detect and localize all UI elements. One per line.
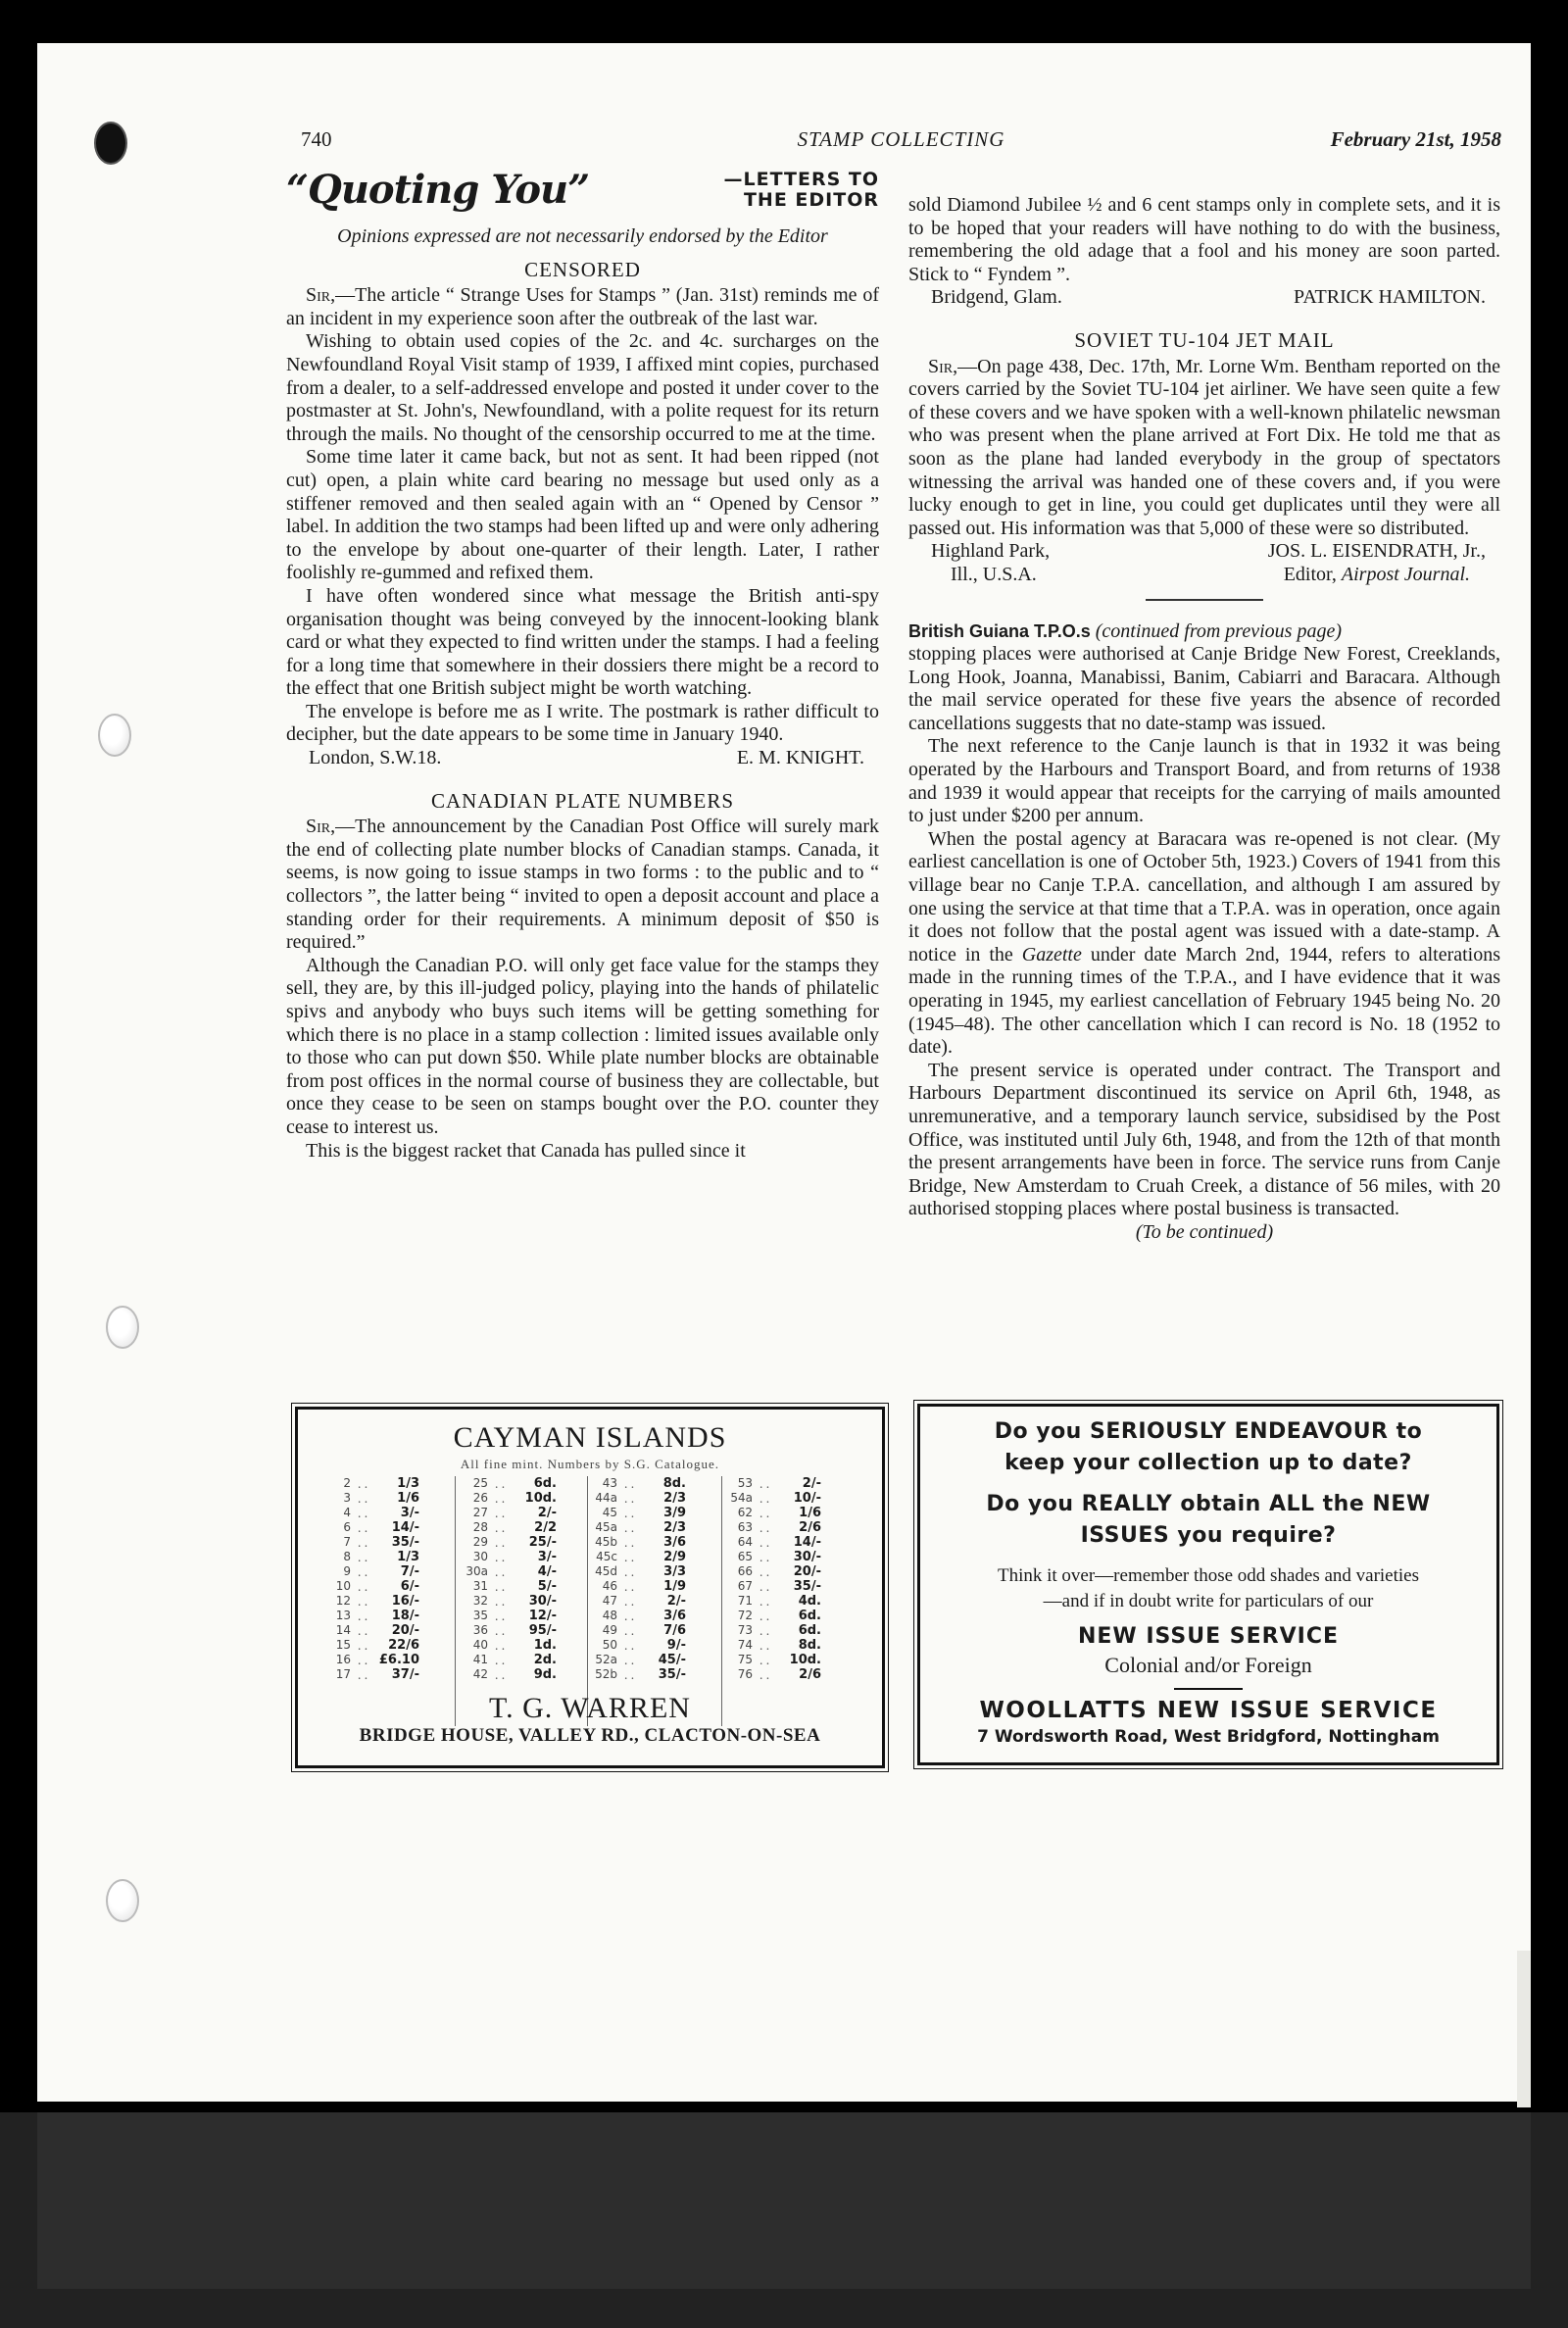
sg-number: 31	[472, 1579, 488, 1593]
price: 8d.	[798, 1638, 821, 1653]
leader-dots: . .	[357, 1535, 368, 1550]
leader-dots: . .	[759, 1667, 770, 1682]
price: 2/-	[537, 1506, 557, 1520]
sg-number: 4	[343, 1506, 351, 1519]
to-be-continued: (To be continued)	[1135, 1220, 1274, 1243]
leader-dots: . .	[357, 1609, 368, 1623]
sg-number: 50	[602, 1638, 617, 1652]
column-title	[286, 165, 879, 216]
price: 3/3	[663, 1564, 686, 1579]
price: 10/-	[793, 1491, 821, 1506]
price-row	[729, 1667, 857, 1682]
price-row	[327, 1667, 455, 1682]
leader-dots: . .	[623, 1506, 635, 1520]
price-row	[465, 1564, 587, 1579]
leader-dots: . .	[759, 1491, 770, 1506]
sg-number: 7	[343, 1535, 351, 1549]
leader-dots: . .	[494, 1550, 506, 1564]
leader-dots: . .	[357, 1653, 368, 1667]
leader-dots: . .	[357, 1520, 368, 1535]
right-column	[908, 194, 1500, 1245]
price: 4d.	[798, 1594, 821, 1609]
price: 3/-	[400, 1506, 419, 1520]
sg-number: 42	[472, 1667, 488, 1681]
price: 1/9	[663, 1579, 686, 1594]
sg-number: 47	[602, 1594, 617, 1608]
left-column	[286, 165, 879, 1163]
price-row	[729, 1653, 857, 1667]
sg-number: 45a	[595, 1520, 617, 1534]
price-row	[594, 1491, 721, 1506]
sg-number: 43	[602, 1476, 617, 1490]
price-row	[594, 1550, 721, 1564]
sg-number: 53	[737, 1476, 753, 1490]
leader-dots: . .	[623, 1594, 635, 1609]
leader-dots: . .	[623, 1564, 635, 1579]
price-row	[729, 1476, 857, 1491]
sg-number: 14	[335, 1623, 351, 1637]
letter-signature	[908, 540, 1500, 586]
price-row	[465, 1520, 587, 1535]
leader-dots: . .	[759, 1550, 770, 1564]
leader-dots: . .	[623, 1520, 635, 1535]
leader-dots: . .	[494, 1667, 506, 1682]
sg-number: 15	[335, 1638, 351, 1652]
article-paragraph: The present service is operated under contract. The Transport and Harbours Department discontinued its service on April 6th, 1948, as unremunerative, and a temporary launch service, subsidised by the Post Office, was instituted until July 6th, 1948, and from the 12th of that month the present arrangements have been in force. The service runs from Canje Bridge, New Amsterdam to Cruah Creek, a distance of 56 miles, with 20 authorised stopping places where postal business is transacted.	[908, 1059, 1500, 1220]
ad-title: CAYMAN ISLANDS	[453, 1421, 727, 1454]
price-row	[327, 1520, 455, 1535]
price: 1/3	[397, 1476, 419, 1491]
letter-paragraph: Sir,—On page 438, Dec. 17th, Mr. Lorne Wm. Bentham reported on the covers carried by the Soviet TU-104 jet airliner. We have seen quite a few of these covers and we have spoken with a well-known philatelic newsman who was present when the plane arrived at Fort Dix. He told me that as soon as the plane had landed everybody in the group of spectators witnessing the arrival was handed one of these covers and, if you were lucky enough to get in line, you could get duplicates until they were all passed out. His information was that 5,000 of these were so distributed.	[908, 355, 1500, 539]
price: 20/-	[391, 1623, 419, 1638]
leader-dots: . .	[623, 1609, 635, 1623]
ad-body-text: Think it over—remember those odd shades and varieties —and if in doubt write for particulars of our	[997, 1565, 1419, 1611]
signature-author: E. M. KNIGHT.	[736, 747, 864, 769]
letter-paragraph: Wishing to obtain used copies of the 2c. and 4c. surcharges on the Newfoundland Royal Visit stamp of 1939, I affixed mint copies, purchased from a dealer, to a self-addressed envelope and posted it under cover to the postmaster at St. John's, Newfoundland, with a polite request for its return through the mails. No thought of the censorship occurred to me at the time.	[286, 330, 879, 445]
leader-dots: . .	[357, 1667, 368, 1682]
price-row	[465, 1638, 587, 1653]
leader-dots: . .	[494, 1594, 506, 1609]
sg-number: 16	[335, 1653, 351, 1666]
sg-number: 45c	[596, 1550, 617, 1563]
leader-dots: . .	[623, 1550, 635, 1564]
sg-number: 48	[602, 1609, 617, 1622]
price-row	[327, 1535, 455, 1550]
leader-dots: . .	[623, 1638, 635, 1653]
section-divider	[1146, 599, 1263, 601]
letter-paragraph: I have often wondered since what message the British anti-spy organisation thought was being conveyed by the innocent-looking blank card or what they expected to find written under the stamps. I had a feeling for a long time that somewhere in their dossiers there might be a record to the effect that one British subject might be worth watching.	[286, 584, 879, 700]
letter-paragraph: The envelope is before me as I write. The postmark is rather difficult to decipher, but the date appears to be some time in January 1940.	[286, 700, 879, 746]
price: 1d.	[533, 1638, 557, 1653]
sg-number: 35	[472, 1609, 488, 1622]
leader-dots: . .	[494, 1609, 506, 1623]
letters-to-editor	[724, 170, 879, 211]
sg-number: 75	[737, 1653, 753, 1666]
sg-number: 29	[472, 1535, 488, 1549]
price-row	[594, 1506, 721, 1520]
price: 6d.	[798, 1623, 821, 1638]
leader-dots: . .	[357, 1476, 368, 1491]
price-row	[729, 1638, 857, 1653]
sg-number: 52b	[595, 1667, 617, 1681]
price-row	[465, 1491, 587, 1506]
price: 2/9	[663, 1550, 686, 1564]
price: 3/-	[537, 1550, 557, 1564]
sg-number: 46	[602, 1579, 617, 1593]
signature-author: JOS. L. EISENDRATH, Jr., Editor, Airpost Journal.	[1267, 540, 1486, 585]
leader-dots: . .	[759, 1623, 770, 1638]
price: 35/-	[793, 1579, 821, 1594]
leader-dots: . .	[357, 1491, 368, 1506]
price-row	[594, 1653, 721, 1667]
price-row	[594, 1667, 721, 1682]
article-paragraph: stopping places were authorised at Canje Bridge New Forest, Creeklands, Long Hook, Joanna, Manabissi, Banim, Cabiarri and Baracara. Although the mail service operated for these five years the absence of recorded cancellations suggests that no date-stamp was issued.	[908, 643, 1500, 734]
sg-number: 26	[472, 1491, 488, 1505]
price-row	[327, 1579, 455, 1594]
letter-paragraph: Some time later it came back, but not as sent. It had been ripped (not cut) open, a plain white card bearing no message but used only as a stiffener removed and then sealed again with an “ Opened by Censor ” label. In addition the two stamps had been lifted up and were only adhering to the envelope by about one-quarter of their length. Later, I rather foolishly re-gummed and refixed them.	[286, 446, 879, 584]
sg-number: 8	[343, 1550, 351, 1563]
article-paragraph: When the postal agency at Baracara was re-opened is not clear. (My earliest cancellation is one of October 5th, 1923.) Covers of 1941 from this village bear no Canje T.P.A. cancellation, and although I am assured by one using the service at that time that a T.P.A. was in operation, once again it does not follow that the postal agent was issued with a date-stamp. A notice in the Gazette under date March 2nd, 1944, refers to alterations made in the running times of the T.P.A., and I have evidence that it was operating in 1945, my earliest cancellation of February 1945 being No. 20 (1945–48). The other cancellation which I can record is No. 18 (1952 to date).	[908, 827, 1501, 1059]
sg-number: 40	[472, 1638, 488, 1652]
sg-number: 32	[472, 1594, 488, 1608]
letter-heading-censored: CENSORED	[524, 257, 641, 281]
price-row	[594, 1638, 721, 1653]
price-row	[327, 1491, 455, 1506]
leader-dots: . .	[759, 1506, 770, 1520]
price: 2/-	[802, 1476, 821, 1491]
leader-dots: . .	[494, 1579, 506, 1594]
leader-dots: . .	[494, 1491, 506, 1506]
price-row	[465, 1550, 587, 1564]
leader-dots: . .	[623, 1491, 635, 1506]
leader-dots: . .	[357, 1638, 368, 1653]
leader-dots: . .	[623, 1623, 635, 1638]
leader-dots: . .	[357, 1623, 368, 1638]
price: 7/-	[400, 1564, 419, 1579]
leader-dots: . .	[494, 1535, 506, 1550]
price-row	[327, 1564, 455, 1579]
dealer-address: BRIDGE HOUSE, VALLEY RD., CLACTON-ON-SEA	[359, 1725, 821, 1746]
price: 22/6	[388, 1638, 419, 1653]
price: 25/-	[528, 1535, 557, 1550]
sg-number: 45d	[595, 1564, 617, 1578]
price-row	[327, 1594, 455, 1609]
leader-dots: . .	[357, 1564, 368, 1579]
sg-number: 9	[343, 1564, 351, 1578]
price-row	[465, 1594, 587, 1609]
price: 1/6	[397, 1491, 419, 1506]
salutation: Sir,	[928, 355, 958, 377]
sg-number: 49	[602, 1623, 617, 1637]
sg-number: 13	[335, 1609, 351, 1622]
leader-dots: . .	[623, 1653, 635, 1667]
letter-paragraph: Although the Canadian P.O. will only get face value for the stamps they sell, they are, by this ill-judged policy, playing into the hands of philatelic spivs and anybody who buys such items will be getting something for which there is no place in a stamp collection : limited issues available only to those who can put down $50. While plate number blocks are obtainable from post offices in the normal course of business they are collectable, but once they cease to be seen on stamps bought over the P.O. counter they cease to interest us.	[286, 954, 879, 1138]
price: 37/-	[391, 1667, 419, 1682]
price: 3/6	[663, 1535, 686, 1550]
sg-number: 64	[737, 1535, 753, 1549]
ad-company-name: WOOLLATTS NEW ISSUE SERVICE	[979, 1698, 1438, 1723]
sg-number: 36	[472, 1623, 488, 1637]
leader-dots: . .	[759, 1609, 770, 1623]
sg-number: 41	[472, 1653, 488, 1666]
signature-author: PATRICK HAMILTON.	[1294, 286, 1486, 309]
price: 30/-	[793, 1550, 821, 1564]
price-row	[327, 1550, 455, 1564]
signature-place: Highland Park, Ill., U.S.A.	[931, 540, 1051, 585]
signature-place: London, S.W.18.	[309, 747, 442, 769]
sg-number: 27	[472, 1506, 488, 1519]
price: 18/-	[391, 1609, 419, 1623]
punch-hole	[106, 1879, 139, 1922]
price-row	[729, 1520, 857, 1535]
sg-number: 2	[343, 1476, 351, 1490]
price: 7/6	[663, 1623, 686, 1638]
price: 2/6	[799, 1520, 821, 1535]
article-title: British Guiana T.P.O.s	[908, 620, 1091, 641]
leader-dots: . .	[759, 1564, 770, 1579]
price-row	[594, 1476, 721, 1491]
price: 10d.	[524, 1491, 557, 1506]
price: 20/-	[793, 1564, 821, 1579]
leader-dots: . .	[494, 1476, 506, 1491]
price-row	[729, 1550, 857, 1564]
leader-dots: . .	[357, 1594, 368, 1609]
price-column	[729, 1476, 857, 1726]
sg-number: 66	[737, 1564, 753, 1578]
price: 2d.	[533, 1653, 557, 1667]
price: 16/-	[391, 1594, 419, 1609]
sg-number: 65	[737, 1550, 753, 1563]
salutation: Sir,	[306, 284, 336, 307]
leader-dots: . .	[759, 1579, 770, 1594]
price-row	[729, 1609, 857, 1623]
continued-note: (continued from previous page)	[1095, 619, 1342, 642]
price-row	[594, 1579, 721, 1594]
price: 30/-	[528, 1594, 557, 1609]
issue-date: February 21st, 1958	[1330, 127, 1501, 151]
price-row	[594, 1520, 721, 1535]
letter-paragraph: Sir,—The article “ Strange Uses for Stamps ” (Jan. 31st) reminds me of an incident in my experience soon after the outbreak of the last war.	[286, 284, 879, 329]
ad-service-name: NEW ISSUE SERVICE	[1077, 1624, 1339, 1649]
price-row	[729, 1535, 857, 1550]
scan-shadow	[37, 2112, 1531, 2289]
letter-paragraph: sold Diamond Jubilee ½ and 6 cent stamps only in complete sets, and it is to be hoped that your readers will have nothing to do with the business, remembering the old adage that a fool and his money are soon parted. Stick to “ Fyndem ”.	[908, 194, 1500, 285]
price-row	[327, 1653, 455, 1667]
price-row	[327, 1476, 455, 1491]
letter-signature	[908, 286, 1500, 310]
leader-dots: . .	[494, 1638, 506, 1653]
price-row	[729, 1506, 857, 1520]
leader-dots: . .	[494, 1520, 506, 1535]
sg-number: 67	[737, 1579, 753, 1593]
price-row	[594, 1564, 721, 1579]
price-row	[729, 1594, 857, 1609]
sg-number: 54a	[730, 1491, 753, 1505]
sg-number: 45b	[595, 1535, 617, 1549]
advertisement-woollatts	[917, 1404, 1499, 1765]
leader-dots: . .	[759, 1638, 770, 1653]
letters-line-2: THE EDITOR	[743, 189, 879, 211]
sg-number: 45	[602, 1506, 617, 1519]
price: 6d.	[798, 1609, 821, 1623]
price: 3/6	[663, 1609, 686, 1623]
leader-dots: . .	[759, 1520, 770, 1535]
leader-dots: . .	[623, 1535, 635, 1550]
sg-number: 28	[472, 1520, 488, 1534]
price-column	[327, 1476, 456, 1726]
signature-place: Bridgend, Glam.	[931, 286, 1062, 309]
price-row	[729, 1491, 857, 1506]
quoting-you-title: “Quoting You”	[286, 167, 590, 214]
ad-service-scope: Colonial and/or Foreign	[1104, 1653, 1312, 1677]
price: 2/6	[799, 1667, 821, 1682]
price-row	[594, 1609, 721, 1623]
sg-number: 71	[737, 1594, 753, 1608]
letter-signature	[286, 747, 879, 770]
sg-number: 25	[472, 1476, 488, 1490]
price: 14/-	[793, 1535, 821, 1550]
price-column	[594, 1476, 722, 1726]
price-row	[465, 1653, 587, 1667]
sg-number: 17	[335, 1667, 351, 1681]
magazine-title: STAMP COLLECTING	[797, 127, 1005, 151]
ad-question-2: Do you REALLY obtain ALL the NEW ISSUES you require?	[986, 1492, 1431, 1548]
letter-paragraph: This is the biggest racket that Canada has pulled since it	[306, 1139, 746, 1162]
sg-number: 44a	[595, 1491, 617, 1505]
price-row	[327, 1623, 455, 1638]
ad-question-1: Do you SERIOUSLY ENDEAVOUR to keep your collection up to date?	[994, 1419, 1423, 1475]
price-row	[465, 1535, 587, 1550]
price: 14/-	[391, 1520, 419, 1535]
price: 6/-	[400, 1579, 419, 1594]
price-row	[465, 1476, 587, 1491]
price-row	[327, 1506, 455, 1520]
price-row	[465, 1579, 587, 1594]
price-row	[729, 1579, 857, 1594]
price-row	[729, 1623, 857, 1638]
price-column	[465, 1476, 588, 1726]
sg-number: 12	[335, 1594, 351, 1608]
price-row	[594, 1623, 721, 1638]
sg-number: 30a	[466, 1564, 488, 1578]
price: 2/3	[663, 1491, 686, 1506]
price: 4/-	[537, 1564, 557, 1579]
price-row	[327, 1638, 455, 1653]
sg-number: 72	[737, 1609, 753, 1622]
dealer-name: T. G. WARREN	[489, 1692, 691, 1724]
price-row	[327, 1609, 455, 1623]
sg-number: 62	[737, 1506, 753, 1519]
price: 3/9	[663, 1506, 686, 1520]
price-row	[465, 1506, 587, 1520]
price: 1/6	[799, 1506, 821, 1520]
leader-dots: . .	[494, 1653, 506, 1667]
price: 9/-	[666, 1638, 686, 1653]
price: 5/-	[537, 1579, 557, 1594]
price-row	[465, 1623, 587, 1638]
ad-divider	[1174, 1688, 1243, 1690]
running-header	[301, 127, 1501, 157]
page-edge	[1517, 1951, 1531, 2107]
price: 8d.	[662, 1476, 686, 1491]
price: 45/-	[658, 1653, 686, 1667]
punch-hole	[98, 714, 131, 757]
leader-dots: . .	[759, 1535, 770, 1550]
price-row	[465, 1667, 587, 1682]
leader-dots: . .	[623, 1579, 635, 1594]
price: 35/-	[658, 1667, 686, 1682]
leader-dots: . .	[623, 1667, 635, 1682]
price-row	[594, 1594, 721, 1609]
price-row	[465, 1609, 587, 1623]
price-row	[729, 1564, 857, 1579]
leader-dots: . .	[357, 1506, 368, 1520]
letters-line-1: —LETTERS TO	[723, 169, 879, 190]
price: 12/-	[528, 1609, 557, 1623]
letter-heading-canadian: CANADIAN PLATE NUMBERS	[430, 788, 735, 813]
sg-number: 74	[737, 1638, 753, 1652]
letter-heading-soviet: SOVIET TU-104 JET MAIL	[1074, 327, 1335, 352]
price: 2/2	[534, 1520, 557, 1535]
salutation: Sir,	[306, 816, 336, 838]
leader-dots: . .	[623, 1476, 635, 1491]
sg-number: 52a	[595, 1653, 617, 1666]
price: 95/-	[528, 1623, 557, 1638]
sg-number: 63	[737, 1520, 753, 1534]
price: 10d.	[789, 1653, 821, 1667]
leader-dots: . .	[494, 1564, 506, 1579]
editor-disclaimer: Opinions expressed are not necessarily endorsed by the Editor	[337, 225, 828, 247]
sg-number: 73	[737, 1623, 753, 1637]
advertisement-cayman-islands	[295, 1407, 885, 1768]
price: 2/-	[666, 1594, 686, 1609]
leader-dots: . .	[759, 1476, 770, 1491]
price: 6d.	[533, 1476, 557, 1491]
sg-number: 10	[335, 1579, 351, 1593]
sg-number: 76	[737, 1667, 753, 1681]
leader-dots: . .	[759, 1653, 770, 1667]
punch-hole	[94, 122, 127, 165]
leader-dots: . .	[759, 1594, 770, 1609]
article-continuation-header	[908, 620, 1500, 644]
article-paragraph: The next reference to the Canje launch is that in 1932 it was being operated by the Harbours and Transport Board, and from returns of 1938 and 1939 it would appear that receipts for the carrying of mails amounted to just under $200 per annum.	[908, 735, 1500, 827]
leader-dots: . .	[357, 1550, 368, 1564]
page-number: 740	[301, 127, 332, 151]
leader-dots: . .	[357, 1579, 368, 1594]
punch-hole	[106, 1306, 139, 1349]
sg-number: 6	[343, 1520, 351, 1534]
ad-company-address: 7 Wordsworth Road, West Bridgford, Nottingham	[977, 1727, 1440, 1747]
price: 35/-	[391, 1535, 419, 1550]
price-row	[594, 1535, 721, 1550]
leader-dots: . .	[494, 1623, 506, 1638]
sg-number: 30	[472, 1550, 488, 1563]
price: 2/3	[663, 1520, 686, 1535]
leader-dots: . .	[494, 1506, 506, 1520]
ad-subtitle: All fine mint. Numbers by S.G. Catalogue.	[460, 1457, 720, 1471]
price: 9d.	[533, 1667, 557, 1682]
price: £6.10	[378, 1653, 419, 1667]
letter-paragraph: Sir,—The announcement by the Canadian Post Office will surely mark the end of collecting plate number blocks of Canadian stamps. Canada, it seems, is now going to issue stamps in two forms : to the public and to “ collectors ”, the latter being “ invited to open a deposit account and place a standing order for their requirements. A minimum deposit of $50 is required.”	[286, 816, 879, 954]
price: 1/3	[397, 1550, 419, 1564]
sg-number: 3	[343, 1491, 351, 1505]
